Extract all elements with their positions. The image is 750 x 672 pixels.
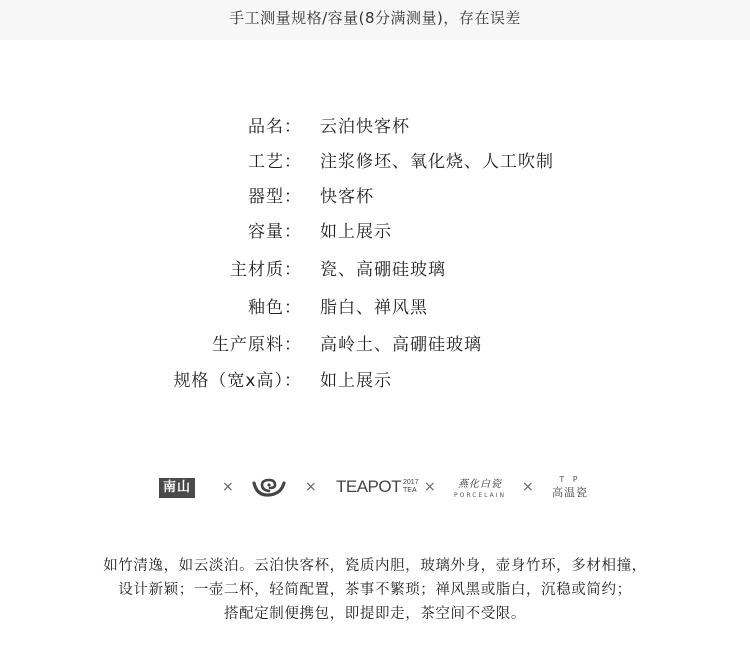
spec-row-raw-material — [0, 330, 750, 360]
spec-value: 高岭土、高硼硅玻璃 — [320, 335, 482, 355]
spec-row-dimensions — [0, 366, 750, 396]
spec-row-capacity — [0, 217, 750, 247]
spec-label: 生产原料： — [212, 335, 302, 355]
tp-name: 高温瓷 — [552, 485, 588, 499]
spec-label: 品名： — [248, 117, 302, 137]
teapot-year: 2017 — [403, 479, 419, 486]
spec-row-shape — [0, 182, 750, 212]
swirl-logo-icon — [251, 470, 287, 504]
brand-logos — [0, 470, 750, 504]
measurement-note: 手工测量规格/容量(8分满测量)，存在误差 — [0, 0, 750, 40]
nanshan-logo: 南山 — [159, 478, 195, 498]
spec-row-glaze — [0, 293, 750, 323]
tp-logo — [549, 470, 591, 504]
spec-value: 脂白、禅风黑 — [320, 298, 428, 318]
spec-value: 如上展示 — [320, 371, 392, 391]
separator: × — [222, 479, 234, 495]
spec-value: 云泊快客杯 — [320, 117, 410, 137]
spec-value: 瓷、高硼硅玻璃 — [320, 260, 446, 280]
description-line: 如竹清逸，如云淡泊。云泊快客杯，瓷质内胆，玻璃外身，壶身竹环，多材相撞， — [103, 558, 647, 574]
spec-value: 注浆修坯、氧化烧、人工吹制 — [320, 152, 554, 172]
spec-value: 如上展示 — [320, 222, 392, 242]
separator: × — [424, 479, 436, 495]
yanhua-name: 燕化白瓷 — [458, 479, 502, 490]
spec-label: 容量： — [248, 222, 302, 242]
spec-label: 规格（宽x高）： — [173, 371, 302, 391]
yanhua-sub: PORCELAIN — [453, 492, 507, 499]
teapot-sub: TEA — [403, 487, 417, 494]
teapot-wordmark: TEAPOT — [336, 477, 402, 496]
spec-label: 釉色： — [248, 298, 302, 318]
yanhua-porcelain-logo — [454, 470, 506, 504]
spec-row-material — [0, 255, 750, 285]
spec-value: 快客杯 — [320, 187, 374, 207]
separator: × — [522, 479, 534, 495]
spec-row-craft — [0, 147, 750, 177]
teapot-superscript — [403, 479, 419, 495]
separator: × — [305, 479, 317, 495]
teapot-logo — [336, 470, 419, 504]
spec-label: 主材质： — [230, 260, 302, 280]
swirl-icon — [251, 476, 287, 498]
description-line: 设计新颖；一壶二杯，轻简配置，茶事不繁琐；禅风黑或脂白，沉稳或简约； — [118, 582, 632, 598]
spec-row-name — [0, 112, 750, 142]
spec-label: 工艺： — [248, 152, 302, 172]
spec-label: 器型： — [248, 187, 302, 207]
description-line: 搭配定制便携包，即提即走，茶空间不受限。 — [224, 606, 526, 622]
tp-mark: T P — [559, 474, 581, 484]
